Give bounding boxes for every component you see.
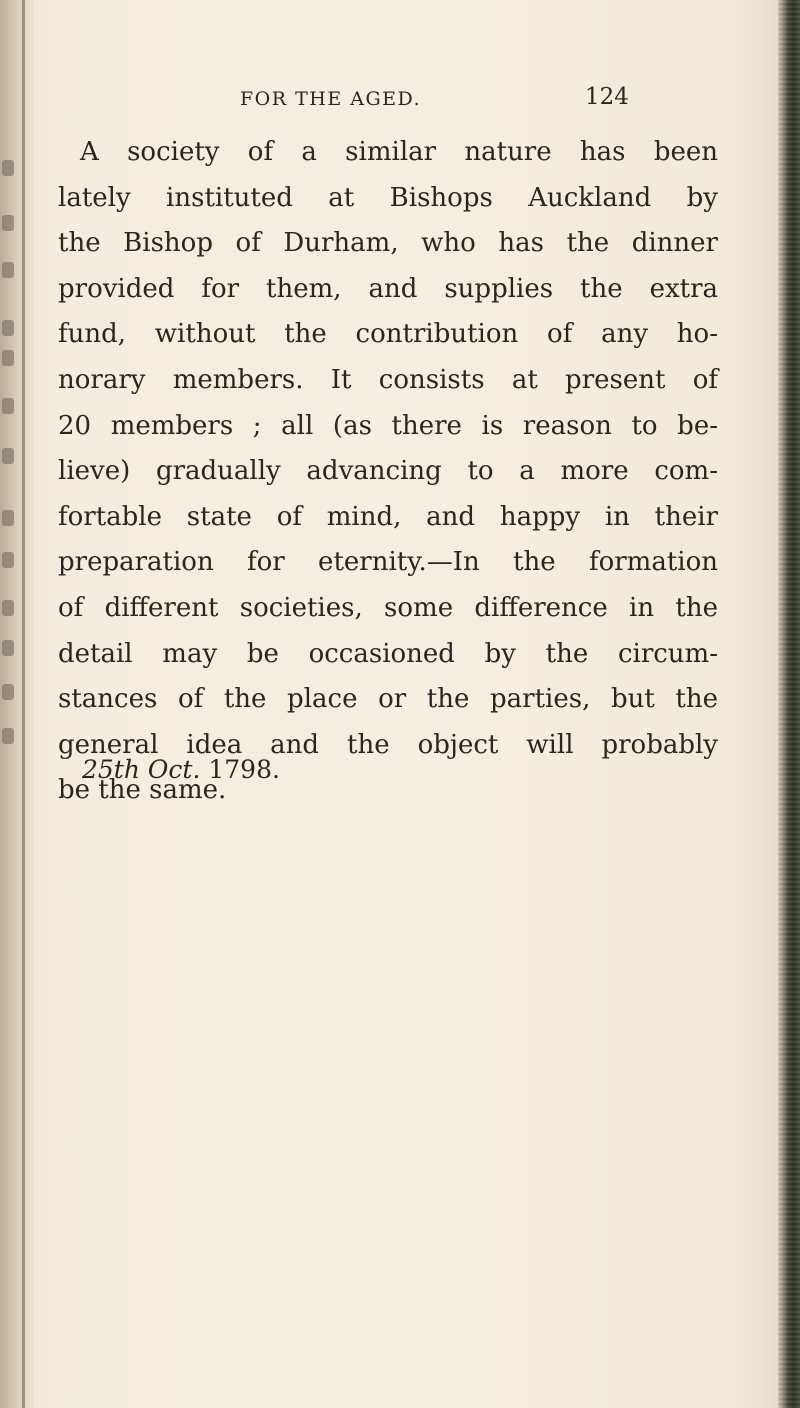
text-line: A society of a similar nature has been [80, 137, 718, 167]
facing-page-edge [778, 0, 800, 1408]
binding-edge-line [22, 0, 25, 1408]
text-line: detail may be occasioned by the circum- [58, 638, 718, 669]
dateline-year: 1798. [208, 755, 280, 784]
running-head: FOR THE AGED. [240, 88, 422, 110]
gutter-mark [2, 684, 14, 700]
gutter-mark [2, 398, 14, 414]
gutter-mark [2, 160, 14, 176]
text-line: of different societies, some difference in the [58, 592, 718, 623]
gutter-mark [2, 350, 14, 366]
gutter-mark [2, 215, 14, 231]
gutter-mark [2, 262, 14, 278]
dateline-day-month: 25th Oct. [82, 755, 201, 784]
dateline [82, 755, 280, 784]
gutter-mark [2, 600, 14, 616]
body-paragraph [58, 130, 718, 814]
text-line: provided for them, and supplies the extra [58, 273, 718, 304]
gutter-mark [2, 552, 14, 568]
text-line: general idea and the object will probably [58, 729, 718, 760]
text-line: lieve) gradually advancing to a more com- [58, 456, 718, 487]
page-number: 124 [585, 84, 629, 110]
text-line: norary members. It consists at present of [58, 364, 718, 395]
text-line: fortable state of mind, and happy in their [58, 501, 718, 532]
gutter-mark [2, 510, 14, 526]
page-header [240, 84, 660, 120]
gutter-mark [2, 448, 14, 464]
gutter-mark [2, 728, 14, 744]
gutter-mark [2, 640, 14, 656]
text-line: preparation for eternity.—In the formation [58, 547, 718, 578]
binding-gutter [0, 0, 34, 1408]
text-line: the Bishop of Durham, who has the dinner [58, 228, 718, 259]
text-line: be the same. [58, 775, 227, 806]
text-line: stances of the place or the parties, but the [58, 684, 718, 715]
text-line: fund, without the contribution of any ho- [58, 319, 718, 350]
text-line: 20 members ; all (as there is reason to be- [58, 410, 718, 441]
text-line: lately instituted at Bishops Auckland by [58, 182, 718, 213]
gutter-mark [2, 320, 14, 336]
